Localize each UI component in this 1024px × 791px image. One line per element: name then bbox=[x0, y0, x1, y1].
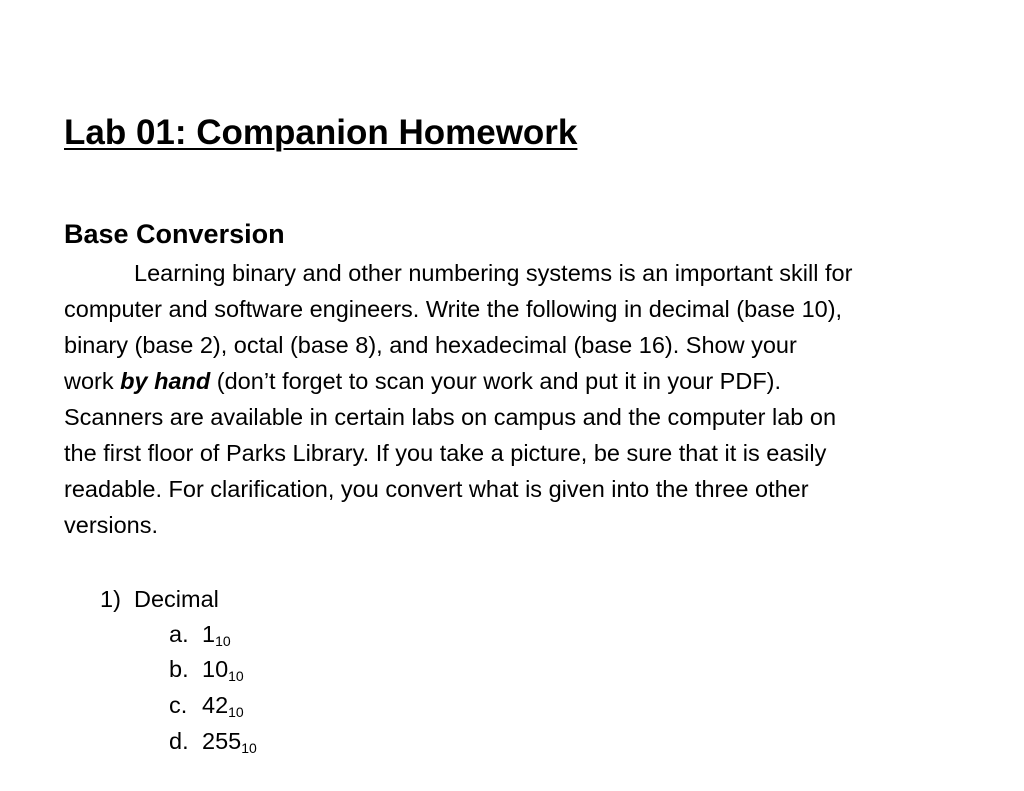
sub-item-value: 1 bbox=[202, 621, 216, 647]
sub-item-letter: a. bbox=[169, 621, 189, 647]
paragraph-line bbox=[64, 363, 969, 399]
sub-item-d bbox=[169, 726, 257, 756]
base-subscript: 10 bbox=[241, 740, 257, 756]
sub-item-a bbox=[169, 619, 231, 649]
paragraph-line: Learning binary and other numbering systems is an important skill for bbox=[134, 260, 853, 286]
sub-item-letter: b. bbox=[169, 656, 189, 682]
paragraph-text: (don’t forget to scan your work and put it in your PDF). bbox=[210, 368, 782, 394]
base-subscript: 10 bbox=[228, 704, 244, 720]
paragraph-line: binary (base 2), octal (base 8), and hexadecimal (base 16). Show your bbox=[64, 332, 797, 358]
list-label: Decimal bbox=[134, 586, 219, 612]
paragraph-text: work bbox=[64, 368, 121, 394]
paragraph-line: Scanners are available in certain labs on campus and the computer lab on bbox=[64, 404, 837, 430]
sub-item-b bbox=[169, 654, 244, 684]
document-title: Lab 01: Companion Homework bbox=[64, 113, 578, 152]
sub-item-value: 10 bbox=[202, 656, 229, 682]
sub-item-letter: c. bbox=[169, 692, 188, 718]
paragraph-line: the first floor of Parks Library. If you take a picture, be sure that it is easily bbox=[64, 440, 827, 466]
instructions-paragraph bbox=[64, 255, 969, 543]
emphasis-text: by hand bbox=[120, 368, 211, 394]
paragraph-line: readable. For clarification, you convert what is given into the three other bbox=[64, 476, 809, 502]
base-subscript: 10 bbox=[228, 668, 244, 684]
base-subscript: 10 bbox=[215, 633, 231, 649]
list-item-decimal bbox=[100, 584, 219, 614]
section-heading: Base Conversion bbox=[64, 219, 285, 249]
sub-item-value: 42 bbox=[202, 692, 229, 718]
list-number: 1) bbox=[100, 586, 121, 612]
sub-item-c bbox=[169, 690, 244, 720]
sub-item-letter: d. bbox=[169, 728, 189, 754]
sub-item-value: 255 bbox=[202, 728, 242, 754]
paragraph-line: versions. bbox=[64, 512, 159, 538]
paragraph-line: computer and software engineers. Write the following in decimal (base 10), bbox=[64, 296, 843, 322]
